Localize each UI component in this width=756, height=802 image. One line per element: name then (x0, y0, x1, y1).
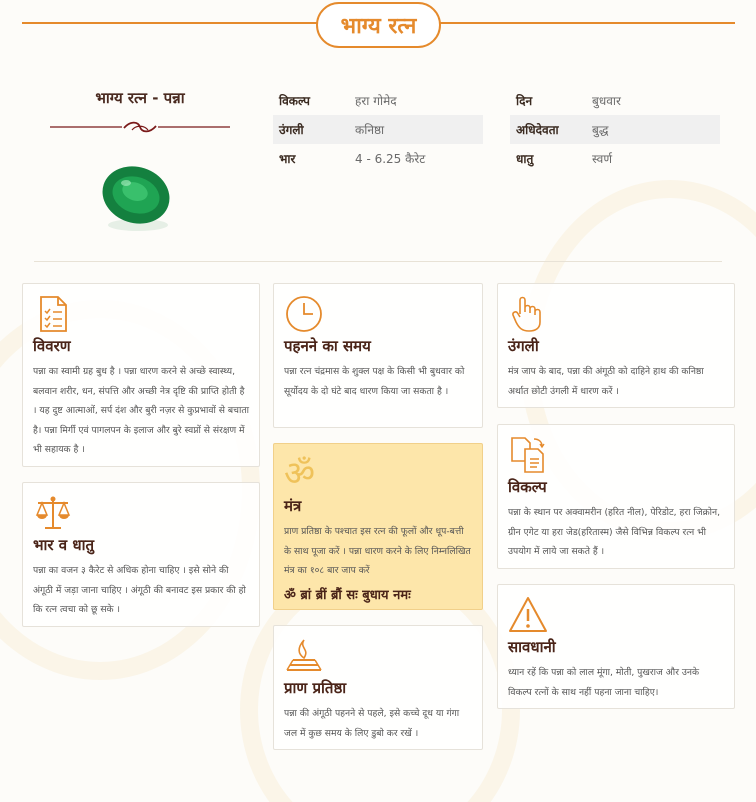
swap-documents-icon (508, 435, 548, 475)
card-text: पन्ना का स्वामी ग्रह बुध है । पन्ना धारण करने से अच्छे स्वास्थ्य, बलवान शरीर, धन, संपत्ति और अच्छी नेत्र दृष्टि की प्राप्ति होती है । यह दुष्ट आत्माओं, सर्प दंश और बुरी नज़र से कुप्रभावों से बचाता है। पन्ना मिर्गी एवं पागलपन के इलाज और बुरे स्वप्नों से संरक्षण में भी सहायक है । (33, 366, 250, 455)
card-title: पहनने का समय (284, 337, 371, 355)
card-text: पन्ना का वजन ३ कैरेट से अधिक होना चाहिए । इसे सोने की अंगूठी में जड़ा जाना चाहिए । अंगूठी की बनावट इस प्रकार की हो कि रत्न त्वचा को छू सके । (33, 565, 246, 615)
card-text: पन्ना के स्थान पर अक्वामरीन (हरित नील), पेरिडोट, हरा जिक्रोन, ग्रीन एगेट या हरा जेड(हरितास्म) जैसे विभिन्न विकल्प रत्न भी उपयोग में लाये जा सकते हैं । (508, 507, 721, 557)
card-title: भार व धातु (33, 536, 95, 554)
card-text: पन्ना रत्न चंद्रमास के शुक्ल पक्ष के किसी भी बुधवार को सूर्योदय के दो घंटे बाद धारण किया जा सकता है । (284, 366, 465, 397)
mantra-text: ॐ ब्रां ब्रीं ब्रौं सः बुधाय नमः (284, 587, 411, 603)
table-row: दिन बुधवार (516, 94, 621, 108)
card-title: उंगली (508, 337, 539, 355)
card-text: पन्ना की अंगूठी पहनने से पहले, इसे कच्चे दूध या गंगा जल में कुछ समय के लिए डुबो कर रखें । (284, 708, 460, 739)
section-divider (34, 261, 722, 262)
gem-info-table-right (510, 86, 720, 173)
om-icon: ॐ (284, 454, 316, 494)
header-line-left (22, 22, 318, 24)
card-text: ध्यान रहें कि पन्ना को लाल मूंगा, मोती, पुखराज और उनके विकल्प रत्नों के साथ नहीं पहना जाना चाहिए। (508, 667, 700, 698)
weight-metal-card (22, 482, 260, 627)
card-title: विकल्प (508, 478, 547, 496)
warning-icon (508, 595, 548, 635)
alternative-card (497, 424, 735, 569)
gem-title: भाग्य रत्न - पन्ना (95, 89, 185, 107)
hand-icon (508, 294, 548, 334)
table-row: भार 4 - 6.25 कैरेट (279, 152, 426, 166)
gem-info-table-left (273, 86, 483, 173)
table-row: उंगली कनिष्ठा (273, 115, 483, 144)
scales-icon (33, 493, 73, 533)
table-row: धातु स्वर्ण (516, 152, 613, 166)
page-title: भाग्य रत्न (316, 2, 441, 48)
card-title: विवरण (33, 337, 71, 355)
card-title: प्राण प्रतिष्ठा (284, 679, 347, 697)
clock-icon (284, 294, 324, 334)
pran-pratishtha-card (273, 625, 483, 750)
card-title: सावधानी (508, 638, 556, 656)
card-text: मंत्र जाप के बाद, पन्ना की अंगूठी को दाहिने हाथ की कनिष्ठा अर्थात छोटी उंगली में धारण करें । (508, 366, 704, 397)
mantra-card (273, 443, 483, 610)
table-row: अधिदेवता बुद्ध (510, 115, 720, 144)
card-text: प्राण प्रतिष्ठा के पश्चात इस रत्न की फूलों और धूप-बत्ती के साथ पूजा करें । पन्ना धारण करने के लिए निम्नलिखित मंत्र का १०८ बार जाप करें (284, 526, 471, 576)
caution-card (497, 584, 735, 709)
ornament-divider (50, 121, 230, 133)
card-title: मंत्र (284, 497, 302, 515)
document-icon (33, 294, 73, 334)
description-card (22, 283, 260, 467)
emerald-gem-image (96, 155, 176, 235)
wearing-time-card (273, 283, 483, 428)
table-row: विकल्प हरा गोमेद (279, 94, 397, 108)
header-line-right (439, 22, 735, 24)
fire-altar-icon (284, 636, 324, 676)
finger-card (497, 283, 735, 408)
